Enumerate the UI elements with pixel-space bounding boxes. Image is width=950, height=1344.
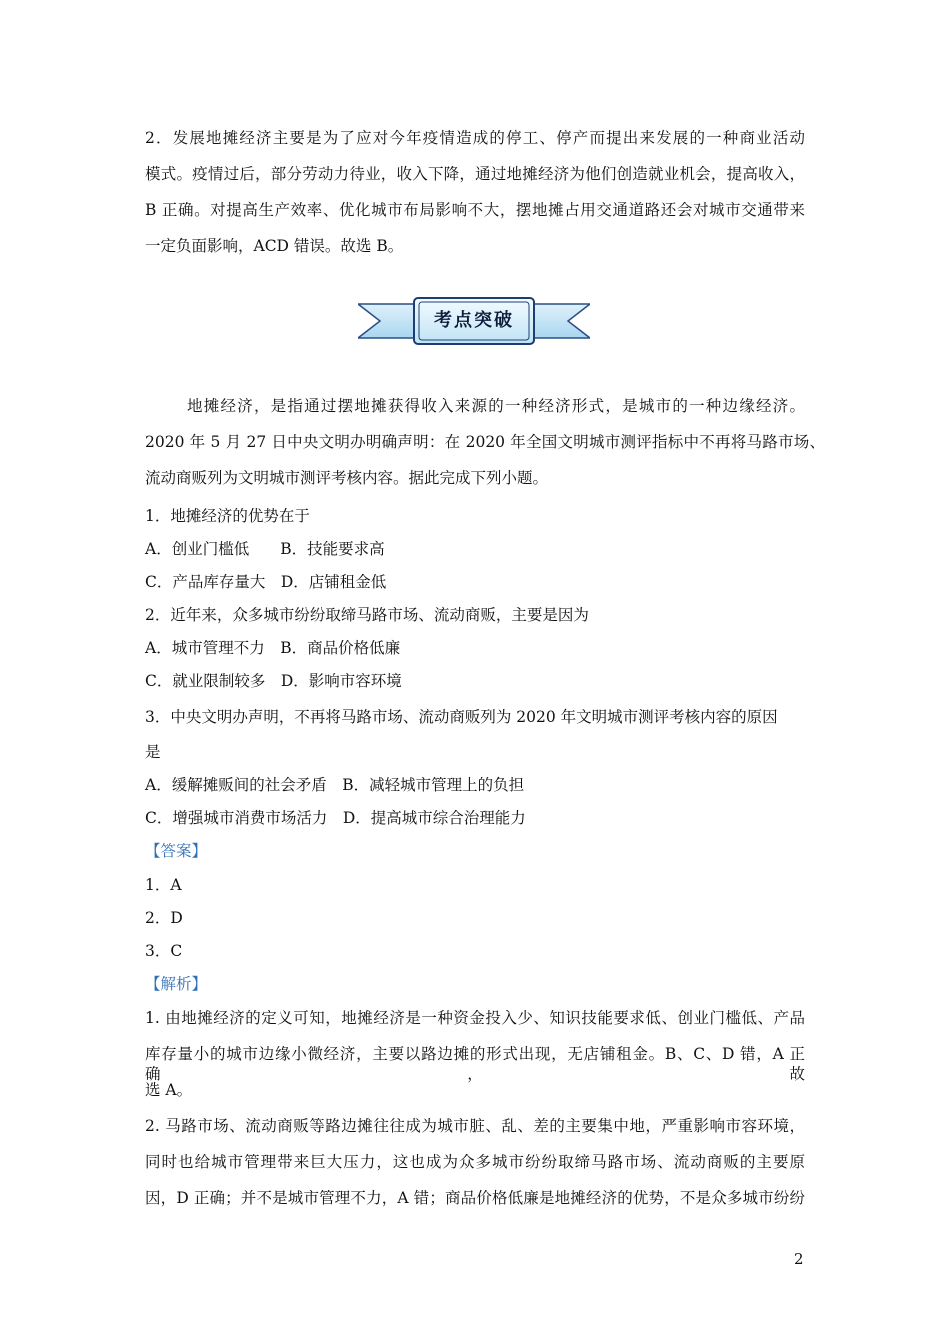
question-2-stem: 2．近年来，众多城市纷纷取缔马路市场、流动商贩，主要是因为 xyxy=(145,606,589,624)
question-1-stem: 1．地摊经济的优势在于 xyxy=(145,507,310,525)
question-3-options-ab: A．缓解摊贩间的社会矛盾 B．减轻城市管理上的负担 xyxy=(145,776,525,794)
answer-heading: 【答案】 xyxy=(145,842,208,860)
analysis-line-5: 同时也给城市管理带来巨大压力，这也成为众多城市纷纷取缔马路市场、流动商贩的主要原 xyxy=(145,1153,805,1171)
top-line-3: B 正确。对提高生产效率、优化城市布局影响不大，摆地摊占用交通道路还会对城市交通带来 xyxy=(145,201,805,219)
question-2-options-cd: C．就业限制较多 D．影响市容环境 xyxy=(145,672,402,690)
banner-label: 考点突破 xyxy=(434,310,514,331)
analysis-line-3: 选 A。 xyxy=(145,1081,193,1099)
intro-line-2: 2020 年 5 月 27 日中央文明办明确声明：在 2020 年全国文明城市测评指标中不再将马路市场、 xyxy=(145,433,825,451)
analysis-heading: 【解析】 xyxy=(145,975,208,993)
answer-item-2: 2．D xyxy=(145,909,183,927)
question-1-options-ab: A．创业门槛低 B．技能要求高 xyxy=(145,540,385,558)
top-line-2: 模式。疫情过后，部分劳动力待业，收入下降，通过地摊经济为他们创造就业机会，提高收入， xyxy=(145,165,805,183)
analysis-line-2: 库存量小的城市边缘小微经济，主要以路边摊的形式出现，无店铺租金。B、C、D 错，A 正确，故 xyxy=(145,1045,805,1083)
question-2-options-ab: A．城市管理不力 B．商品价格低廉 xyxy=(145,639,401,657)
analysis-line-6: 因，D 正确；并不是城市管理不力，A 错；商品价格低廉是地摊经济的优势，不是众多城市纷纷 xyxy=(145,1189,805,1207)
answer-item-3: 3．C xyxy=(145,942,183,960)
top-line-1: 2．发展地摊经济主要是为了应对今年疫情造成的停工、停产而提出来发展的一种商业活动 xyxy=(145,129,805,147)
intro-line-3: 流动商贩列为文明城市测评考核内容。据此完成下列小题。 xyxy=(145,469,549,487)
question-3-options-cd: C．增强城市消费市场活力 D．提高城市综合治理能力 xyxy=(145,809,526,827)
top-line-4: 一定负面影响，ACD 错误。故选 B。 xyxy=(145,237,404,255)
question-1-options-cd: C．产品库存量大 D．店铺租金低 xyxy=(145,573,387,591)
analysis-line-4: 2. 马路市场、流动商贩等路边摊往往成为城市脏、乱、差的主要集中地，严重影响市容环境， xyxy=(145,1117,805,1135)
page-number: 2 xyxy=(794,1250,804,1268)
question-3-stem-cont: 是 xyxy=(145,743,161,761)
intro-line-1: 地摊经济，是指通过摆地摊获得收入来源的一种经济形式，是城市的一种边缘经济。 xyxy=(187,397,805,415)
answer-item-1: 1．A xyxy=(145,876,182,894)
analysis-line-1: 1. 由地摊经济的定义可知，地摊经济是一种资金投入少、知识技能要求低、创业门槛低、产品 xyxy=(145,1009,805,1027)
section-banner xyxy=(358,296,590,346)
question-3-stem: 3．中央文明办声明，不再将马路市场、流动商贩列为 2020 年文明城市测评考核内容的原因 xyxy=(145,708,778,726)
